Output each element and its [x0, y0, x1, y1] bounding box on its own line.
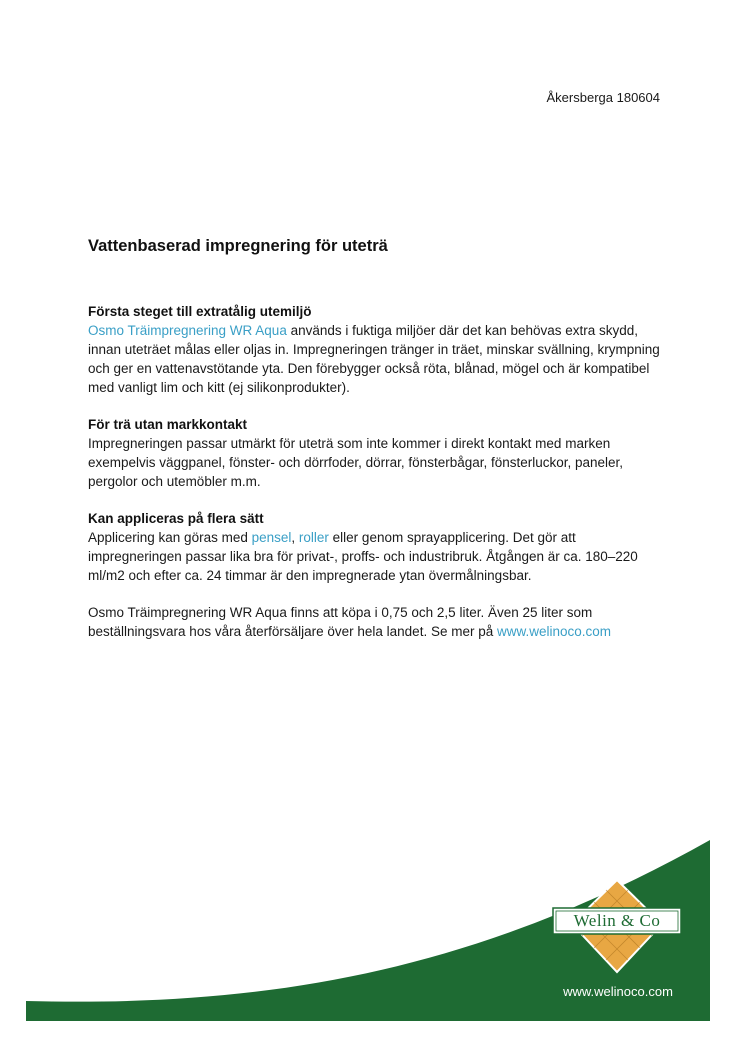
- paragraph-text: används i fuktiga miljöer där det kan behövas extra skydd, innan uteträet målas eller oljas in. Impregneringen tränger in träet, minskar svällning, krympning och ger en vattenavstötande yta. Den förebygger också röta, blånad, mögel och är kompatibel med vanligt lim och kitt (ej silikonprodukter).: [88, 323, 660, 395]
- section-paragraph: [88, 321, 668, 397]
- section-heading: Första steget till extratålig utemiljö: [88, 304, 312, 319]
- section-availability: [88, 603, 668, 641]
- section-no-ground-contact: [88, 415, 668, 491]
- pensel-link[interactable]: pensel: [251, 530, 292, 545]
- separator-text: ,: [291, 530, 299, 545]
- section-first-step: [88, 302, 668, 397]
- paragraph-text: Osmo Träimpregnering WR Aqua finns att köpa i 0,75 och 2,5 liter. Även 25 liter som beställningsvara hos våra återförsäljare över hela landet. Se mer på: [88, 605, 593, 639]
- product-link[interactable]: Osmo Träimpregnering WR Aqua: [88, 323, 287, 338]
- date-line: Åkersberga 180604: [546, 90, 660, 105]
- paragraph-text: Applicering kan göras med: [88, 530, 252, 545]
- section-heading: Kan appliceras på flera sätt: [88, 511, 264, 526]
- website-link[interactable]: www.welinoco.com: [496, 624, 612, 639]
- logo-text: Welin & Co: [573, 911, 661, 930]
- section-paragraph: [88, 528, 668, 585]
- paragraph-text: eller genom sprayapplicering. Det gör att impregneringen passar lika bra för privat-, proffs- och industribruk. Åtgången är ca. 180–220 ml/m2 och efter ca. 24 timmar är den impregnerade ytan övermålningsbar.: [88, 530, 638, 583]
- section-paragraph: Impregneringen passar utmärkt för uteträ som inte kommer i direkt kontakt med marken exempelvis väggpanel, fönster- och dörrfoder, dörrar, fönsterbågar, fönsterluckor, paneler, pergolor och utemöbler m.m.: [88, 436, 624, 489]
- footer-url[interactable]: www.welinoco.com: [563, 984, 673, 999]
- document-body: [88, 302, 668, 659]
- section-heading: För trä utan markkontakt: [88, 417, 248, 432]
- section-paragraph: [88, 603, 668, 641]
- roller-link[interactable]: roller: [298, 530, 329, 545]
- section-application: [88, 509, 668, 585]
- document-title: Vattenbaserad impregnering för uteträ: [88, 237, 388, 255]
